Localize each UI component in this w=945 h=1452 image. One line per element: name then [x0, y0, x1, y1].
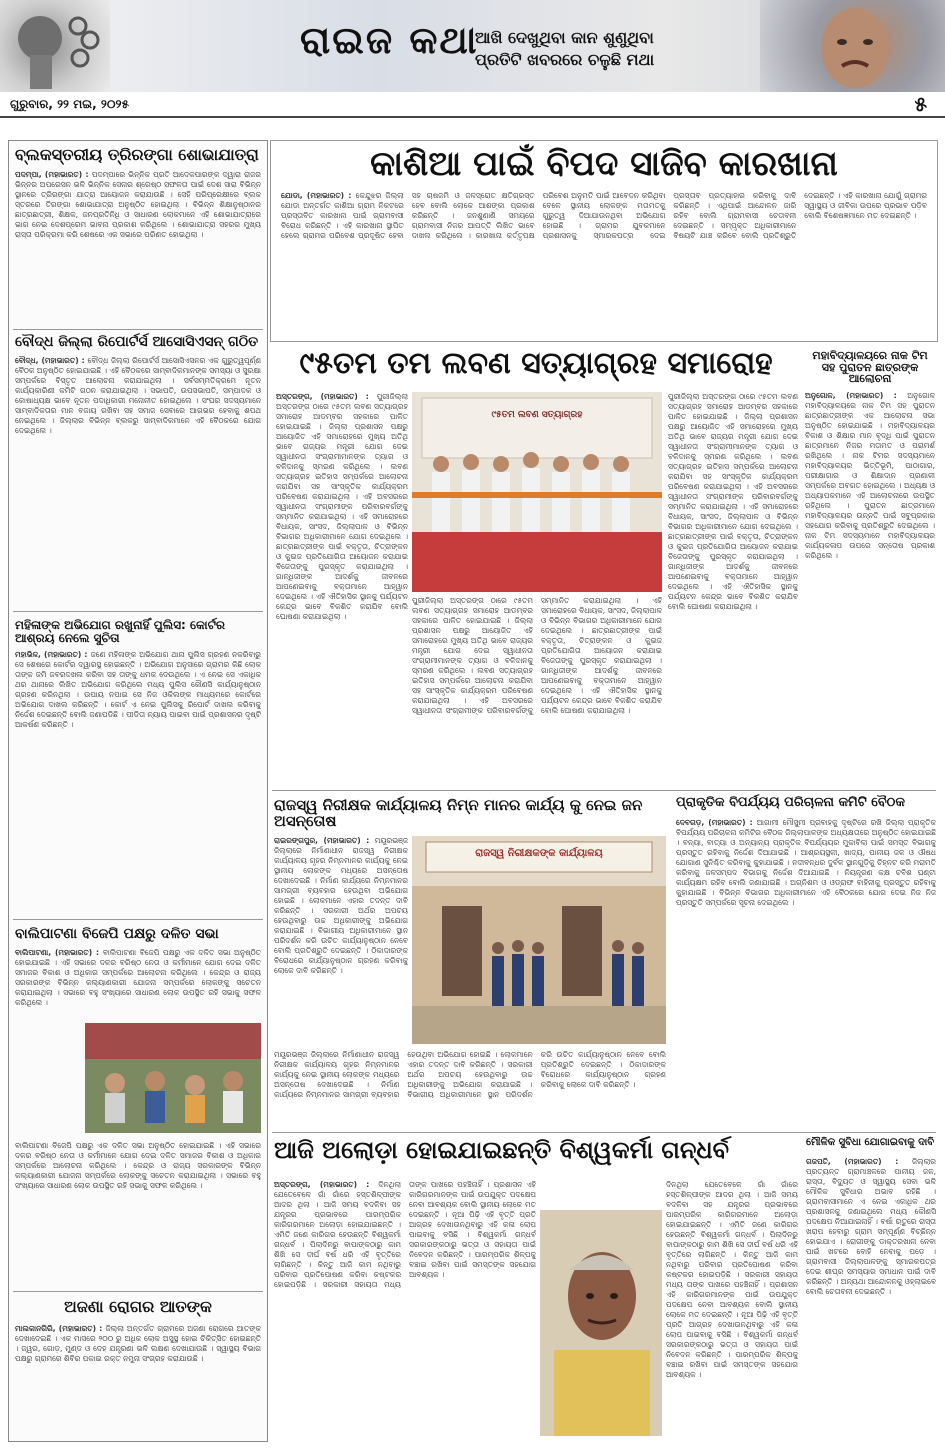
photo-banner-text: ୯୫ତମ ଲବଣ ସତ୍ୟାଗ୍ରହ — [491, 410, 583, 420]
article-body — [15, 356, 261, 604]
divider — [13, 1291, 263, 1292]
article-dateline: ପଦମ୍ପା, (ମହାଭାରତ) : — [15, 169, 92, 179]
article-dateline: ଅନୁଗୋଳ, (ମହାଭାରତ) : — [805, 390, 908, 400]
article-text: ଜିଲ୍ଲାର ପ୍ରତ୍ୟନ୍ତ ଗ୍ରାମାଞ୍ଚଳରେ ପାନୀୟ ଜଳ, ରାସ୍ତା, ବିଦ୍ୟୁତ ଓ ସ୍ୱାସ୍ଥ୍ୟ ସେବା ଭଳି ମୌଳିକ ସୁବିଧାର ଅଭାବ ରହିଛି । ଗ୍ରାମବାସୀମାନେ ଏ ନେଇ ଏକାଧିକ ଥର ପ୍ରଶାସନକୁ ଜଣାଇଥିଲେ ମଧ୍ୟ କୌଣସି ପଦକ୍ଷେପ ନିଆଯାଇନାହିଁ । ବର୍ଷା ଋତୁରେ ରାସ୍ତା ଖରାପ ହେବାରୁ ଗ୍ରାମ ସମ୍ପୂର୍ଣ୍ଣ ବିଚ୍ଛିନ୍ନ ହୋଇଯାଏ । ରୋଗୀଙ୍କୁ ଡାକ୍ତରଖାନା ନେବା ପାଇଁ ଖଟରେ ବୋହି ନେବାକୁ ପଡ଼େ । ଗ୍ରାମବାସୀ ଜିଲ୍ଲାପାଳଙ୍କୁ ସ୍ମାରକପତ୍ର ଦେଇ ଶୀଘ୍ର ସମସ୍ୟାର ସମାଧାନ ପାଇଁ ଦାବି କରିଛନ୍ତି । ଅନ୍ୟଥା ଆନ୍ଦୋଳନକୁ ଓହ୍ଲାଇବେ ବୋଲି ଚେତାବନୀ ଦେଇଛନ୍ତି । — [806, 1156, 936, 1296]
article-text: ବୌଦ୍ଧ ଜିଲ୍ଲା ରିପୋର୍ଟର୍ସ ଆସୋସିଏସନର ଏକ ଗୁରୁତ୍ୱପୂର୍ଣ୍ଣ ବୈଠକ ଅନୁଷ୍ଠିତ ହୋଇଯାଇଛି । ଏହି ବୈଠକରେ ସାମ୍ବାଦିକମାନଙ୍କ ସମସ୍ୟା ଓ ସୁରକ୍ଷା ସମ୍ପର୍କରେ ବିସ୍ତୃତ ଆଲୋଚନା କରାଯାଇଥିଲା । ସର୍ବସମ୍ମତିକ୍ରମେ ନୂତନ କାର୍ଯ୍ୟକାରିଣୀ କମିଟି ଗଠନ କରାଯାଇଥିଲା । ସଭାପତି, ଉପସଭାପତି, ସମ୍ପାଦକ ଓ କୋଷାଧ୍ୟକ୍ଷ ଭାବେ ନୂତନ ପଦାଧିକାରୀ ମନୋନୀତ ହୋଇଥିଲେ । ସଂଘର ସଦସ୍ୟମାନେ ସାମ୍ବାଦିକତାର ମାନ ବଜାୟ ରଖିବା ସହ ସମାଜ ସେବାରେ ଆଗଭର ହେବାକୁ ଶପଥ ନେଇଥିଲେ । ଜିଲ୍ଲାର ବିଭିନ୍ନ ବ୍ଲକରୁ ସାମ୍ବାଦିକମାନେ ଏହି ବୈଠକରେ ଯୋଗ ଦେଇଥିଲେ । — [15, 355, 261, 435]
revenue-body-left — [274, 836, 408, 1046]
article-headline: ଅଜଣା ରୋଗର ଆତଙ୍କ — [64, 1297, 212, 1316]
article-text: ଆଗାମୀ ମୌସୁମୀ ପ୍ରବାହକୁ ଦୃଷ୍ଟିରେ ରଖି ଜିଲ୍ଲା ପ୍ରାକୃତିକ ବିପର୍ଯ୍ୟୟ ପରିଚାଳନା କମିଟିର ବୈଠକ ଜିଲ୍ଲାପାଳଙ୍କ ଅଧ୍ୟକ୍ଷତାରେ ଅନୁଷ୍ଠିତ ହୋଇଯାଇଛି । ବନ୍ୟା, ବାତ୍ୟା ଓ ଅନ୍ୟାନ୍ୟ ପ୍ରାକୃତିକ ବିପର୍ଯ୍ୟୟର ମୁକାବିଲା ପାଇଁ ସମସ୍ତ ବିଭାଗକୁ ପ୍ରସ୍ତୁତ ରହିବାକୁ ନିର୍ଦ୍ଦେଶ ଦିଆଯାଇଛି । ଆଶ୍ରୟସ୍ଥଳୀ, ଖାଦ୍ୟ, ପାନୀୟ ଜଳ ଓ ଔଷଧ ଯୋଗାଣ ସୁନିଶ୍ଚିତ କରିବାକୁ କୁହାଯାଇଛି । ନଦୀବନ୍ଧର ଦୁର୍ବଳ ସ୍ଥାନଗୁଡ଼ିକୁ ଚିହ୍ନଟ କରି ମରାମତି କରିବାକୁ ଜଳସମ୍ପଦ ବିଭାଗକୁ ନିର୍ଦ୍ଦେଶ ଦିଆଯାଇଛି । ନିୟନ୍ତ୍ରଣ କକ୍ଷ ଚବିଶ ଘଣ୍ଟା କାର୍ଯ୍ୟକ୍ଷମ ରହିବ ବୋଲି ଜଣାଯାଇଛି । ଅଗ୍ନିଶମ ଓ ଓଡ୍ରାଫ ବାହିନୀକୁ ପ୍ରସ୍ତୁତ ରହିବାକୁ କୁହାଯାଇଛି । ବିଭିନ୍ନ ବିଭାଗର ଅଧିକାରୀମାନେ ଏହି ବୈଠକରେ ଯୋଗ ଦେଇ ନିଜ ନିଜ ପ୍ରସ୍ତୁତି ସମ୍ପର୍କରେ ସୂଚନା ଦେଇଥିଲେ । — [676, 817, 936, 907]
article-text-continued: ଦିନଥିଲା ଯେତେବେଳେ ଗାଁ ଗାଁରେ ହସ୍ତଶିଳ୍ପୀଙ୍କ ଆଦର ଥିଲା । ଆଜି ସମୟ ବଦଳିବା ସହ ଯନ୍ତ୍ରର ପ୍ରଭାବରେ ପାରମ୍ପରିକ କାରିଗରମାନେ ଅଲୋଡ଼ା ହୋଇଯାଇଛନ୍ତି । ଏମିତି ଜଣେ କାରିଗର ହେଉଛନ୍ତି ବିଶ୍ୱକର୍ମା ଗନ୍ଧର୍ବ । ପିଲାଦିନରୁ ବାପାଙ୍କଠାରୁ କାମ ଶିଖି ସେ ଦୀର୍ଘ ବର୍ଷ ଧରି ଏହି ବୃତ୍ତିରେ ଲାଗିଛନ୍ତି । କିନ୍ତୁ ଆଜି କାମ ନଥିବାରୁ ପରିବାର ପ୍ରତିପୋଷଣ କରିବା କଷ୍ଟକର ହୋଇପଡ଼ିଛି । ସରକାରୀ ସହାୟତା ମଧ୍ୟ ତାଙ୍କ ପାଖରେ ପହଞ୍ଚିନାହିଁ । ପ୍ରଶାସନ ଏହି କାରିଗରମାନଙ୍କ ପାଇଁ ଉପଯୁକ୍ତ ପଦକ୍ଷେପ ନେବା ଆବଶ୍ୟକ ବୋଲି ସ୍ଥାନୀୟ ଲୋକେ ମତ ଦେଇଛନ୍ତି । ନୂଆ ପିଢ଼ି ଏହି ବୃତ୍ତି ପ୍ରତି ଆଗ୍ରହ ଦେଖାଉନଥିବାରୁ ଏହି କଳା ଲୋପ ପାଇବାକୁ ବସିଛି । ବିଶ୍ୱକର୍ମା ଗନ୍ଧର୍ବ ସରକାରଙ୍କଠାରୁ ଭତ୍ତା ଓ ସହାୟତା ପାଇଁ ନିବେଦନ କରିଛନ୍ତି । ପାରମ୍ପରିକ ଶିଳ୍ପକୁ ବଞ୍ଚାଇ ରଖିବା ପାଇଁ ସମସ୍ତଙ୍କ ସହଯୋଗ ଆବଶ୍ୟକ । — [666, 1180, 798, 1379]
article-text-continued: ପୁରୀଜିଲ୍ଲା ଅସ୍ତରଙ୍ଗ ଠାରେ ୯୫ତମ ଲବଣ ସତ୍ୟାଗ୍ରହ ସମାରୋହ ଆଡମ୍ବର ସହକାରେ ପାଳିତ ହୋଇଯାଇଛି । ଜିଲ୍ଲା ପ୍ରଶାସନ ପକ୍ଷରୁ ଆୟୋଜିତ ଏହି ସମାରୋହରେ ମୁଖ୍ୟ ଅତିଥି ଭାବେ ରାଜ୍ୟର ମନ୍ତ୍ରୀ ଯୋଗ ଦେଇ ସ୍ୱାଧୀନତା ସଂଗ୍ରାମୀମାନଙ୍କ ତ୍ୟାଗ ଓ ବଳିଦାନକୁ ସ୍ମରଣ କରିଥିଲେ । ଲବଣ ସତ୍ୟାଗ୍ରହ ଇତିହାସ ସମ୍ପର୍କରେ ଆଲୋଚନା କରାଯିବା ସହ ସାଂସ୍କୃତିକ କାର୍ଯ୍ୟକ୍ରମ ପରିବେଷଣ କରାଯାଇଥିଲା । ଏହି ଅବସରରେ ସ୍ୱାଧୀନତା ସଂଗ୍ରାମୀଙ୍କ ପରିବାରବର୍ଗଙ୍କୁ ସମ୍ମାନିତ କରାଯାଇଥିଲା । ଏହି ସମାରୋହରେ ବିଧାୟକ, ସାଂସଦ, ଜିଲ୍ଲାପାଳ ଓ ବିଭିନ୍ନ ବିଭାଗର ଅଧିକାରୀମାନେ ଯୋଗ ଦେଇଥିଲେ । ଛାତ୍ରଛାତ୍ରୀଙ୍କ ପାଇଁ ବକ୍ତୃତା, ଚିତ୍ରାଙ୍କନ ଓ କୁଇଜ ପ୍ରତିଯୋଗିତା ଆୟୋଜନ କରାଯାଇ ବିଜେତାଙ୍କୁ ପୁରସ୍କୃତ କରାଯାଇଥିଲା । ଗାନ୍ଧିଜୀଙ୍କ ଆଦର୍ଶକୁ ଜୀବନରେ ଆପଣେଇବାକୁ ବକ୍ତାମାନେ ଆହ୍ୱାନ ଦେଇଥିଲେ । ଏହି ଐତିହାସିକ ସ୍ଥାନକୁ ପର୍ଯ୍ୟଟନ କେନ୍ଦ୍ର ଭାବେ ବିକଶିତ କରାଯିବ ବୋଲି ଘୋଷଣା କରାଯାଇଥିଲା । — [412, 596, 662, 715]
article-text: ବାଲିପାଟଣା ବିଜେପି ପକ୍ଷରୁ ଏକ ଦଳିତ ସଭା ଅନୁଷ୍ଠିତ ହୋଇଯାଇଛି । ଏହି ସଭାରେ ଦଳର ବରିଷ୍ଠ ନେତା ଓ କର୍ମୀମାନେ ଯୋଗ ଦେଇ ଦଳିତ ସମାଜର ବିକାଶ ଓ ଅଧିକାର ସମ୍ପର୍କରେ ଆଲୋଚନା କରିଥିଲେ । କେନ୍ଦ୍ର ଓ ରାଜ୍ୟ ସରକାରଙ୍କ ବିଭିନ୍ନ କଲ୍ୟାଣକାରୀ ଯୋଜନା ସମ୍ପର୍କରେ ଲୋକଙ୍କୁ ସଚେତନ କରାଯାଇଥିଲା । ସଭାରେ ବହୁ ସଂଖ୍ୟାରେ ସାଧାରଣ ଲୋକ ଉପସ୍ଥିତ ରହି ସଭାକୁ ସଫଳ କରିଥିଲେ । — [15, 947, 261, 1007]
article-dateline: ଗଜପତି, (ମହାଭାରତ) : — [806, 1156, 912, 1166]
salt-event-photo — [412, 392, 662, 592]
divider — [13, 611, 263, 612]
college-headline: ମହାବିଦ୍ୟାଳୟରେ ନାକ ଟିମ ସହ ପୁରାତନ ଛାତ୍ରଙ୍କ ଆଲୋଚନା — [812, 349, 928, 386]
article-headline: ମହିଳାଙ୍କ ଅଭିଯୋଗ ରଖୁନାହିଁ ପୁଲିସ: କୋର୍ଟର ଆଶ୍ରୟ ନେଲେ ସୁଚିତା — [15, 618, 226, 645]
vishwakarma-body-right — [666, 1180, 798, 1436]
article-dateline: ରାଇରଙ୍ଗପୁର, (ମହାଭାରତ) : — [274, 836, 375, 845]
article-text: ମୟୂରଭଞ୍ଜ ଜିଲ୍ଲାରେ ନିର୍ମାଣାଧୀନ ରାଜସ୍ୱ ନିରୀକ୍ଷକ କାର୍ଯ୍ୟାଳୟ ଗୃହର ନିମ୍ନମାନର କାର୍ଯ୍ୟକୁ ନେଇ ସ୍ଥାନୀୟ ଲୋକଙ୍କ ମଧ୍ୟରେ ଅସନ୍ତୋଷ ଦେଖାଦେଇଛି । ନିର୍ମାଣ କାର୍ଯ୍ୟରେ ନିମ୍ନମାନର ସାମଗ୍ରୀ ବ୍ୟବହାର ହେଉଥିବା ଅଭିଯୋଗ ହୋଇଛି । ଲୋକମାନେ ଏହାର ତଦନ୍ତ ଦାବି କରିଛନ୍ତି । ସରକାରୀ ଅର୍ଥର ଅପଚୟ ହେଉଥିବାରୁ ଉଚ୍ଚ ଅଧିକାରୀଙ୍କୁ ଅଭିଯୋଗ କରାଯାଇଛି । ବିଭାଗୀୟ ଅଧିକାରୀମାନେ ସ୍ଥାନ ପରିଦର୍ଶନ କରି ଉଚିତ କାର୍ଯ୍ୟାନୁଷ୍ଠାନ ନେବେ ବୋଲି ପ୍ରତିଶ୍ରୁତି ଦେଇଛନ୍ତି । ଠିକାଦାରଙ୍କ ବିରୋଧରେ କାର୍ଯ୍ୟାନୁଷ୍ଠାନ ଗ୍ରହଣ କରିବାକୁ ଲୋକେ ଦାବି କରିଛନ୍ତି । — [274, 836, 408, 975]
salt-body-right — [668, 392, 798, 780]
article-dateline: ଯୋଡା, (ମହାଭାରତ) : — [281, 191, 356, 200]
article-text: ପୁରୀଜିଲ୍ଲା ଅସ୍ତରଙ୍ଗ ଠାରେ ୯୫ତମ ଲବଣ ସତ୍ୟାଗ୍ରହ ସମାରୋହ ଆଡମ୍ବର ସହକାରେ ପାଳିତ ହୋଇଯାଇଛି । ଜିଲ୍ଲା ପ୍ରଶାସନ ପକ୍ଷରୁ ଆୟୋଜିତ ଏହି ସମାରୋହରେ ମୁଖ୍ୟ ଅତିଥି ଭାବେ ରାଜ୍ୟର ମନ୍ତ୍ରୀ ଯୋଗ ଦେଇ ସ୍ୱାଧୀନତା ସଂଗ୍ରାମୀମାନଙ୍କ ତ୍ୟାଗ ଓ ବଳିଦାନକୁ ସ୍ମରଣ କରିଥିଲେ । ଲବଣ ସତ୍ୟାଗ୍ରହ ଇତିହାସ ସମ୍ପର୍କରେ ଆଲୋଚନା କରାଯିବା ସହ ସାଂସ୍କୃତିକ କାର୍ଯ୍ୟକ୍ରମ ପରିବେଷଣ କରାଯାଇଥିଲା । ଏହି ଅବସରରେ ସ୍ୱାଧୀନତା ସଂଗ୍ରାମୀଙ୍କ ପରିବାରବର୍ଗଙ୍କୁ ସମ୍ମାନିତ କରାଯାଇଥିଲା । ଏହି ସମାରୋହରେ ବିଧାୟକ, ସାଂସଦ, ଜିଲ୍ଲାପାଳ ଓ ବିଭିନ୍ନ ବିଭାଗର ଅଧିକାରୀମାନେ ଯୋଗ ଦେଇଥିଲେ । ଛାତ୍ରଛାତ୍ରୀଙ୍କ ପାଇଁ ବକ୍ତୃତା, ଚିତ୍ରାଙ୍କନ ଓ କୁଇଜ ପ୍ରତିଯୋଗିତା ଆୟୋଜନ କରାଯାଇ ବିଜେତାଙ୍କୁ ପୁରସ୍କୃତ କରାଯାଇଥିଲା । ଗାନ୍ଧିଜୀଙ୍କ ଆଦର୍ଶକୁ ଜୀବନରେ ଆପଣେଇବାକୁ ବକ୍ତାମାନେ ଆହ୍ୱାନ ଦେଇଥିଲେ । ଏହି ଐତିହାସିକ ସ୍ଥାନକୁ ପର୍ଯ୍ୟଟନ କେନ୍ଦ୍ର ଭାବେ ବିକଶିତ କରାଯିବ ବୋଲି ଘୋଷଣା କରାଯାଇଥିଲା । — [276, 392, 408, 621]
masthead-tagline-1: ଆଖି ଦେଖୁଥିବା କାନ ଶୁଣୁଥିବା — [475, 28, 654, 47]
office-building-photo — [412, 836, 666, 1044]
divider — [272, 1132, 936, 1133]
revenue-body-bottom — [274, 1050, 666, 1122]
left-news-column — [8, 140, 268, 1442]
facility-headline: ମୌଳିକ ସୁବିଧା ଯୋଗାଇବାକୁ ଦାବି — [806, 1137, 935, 1148]
stage-ceremony-photo — [412, 392, 662, 592]
office-signboard-text: ରାଜସ୍ୱ ନିରୀକ୍ଷକଙ୍କ କାର୍ଯ୍ୟାଳୟ — [475, 848, 603, 859]
salt-body-left — [276, 392, 408, 780]
article-body-bottom — [15, 1141, 261, 1281]
left-article-police-complaint — [15, 619, 261, 915]
article-body — [15, 650, 261, 920]
left-article-disease — [15, 1299, 261, 1435]
masthead-rule — [0, 116, 945, 118]
article-dateline: ଅସ୍ତରଙ୍ଗ, (ମହାଭାରତ) : — [276, 392, 377, 401]
article-text-continued: ବାଲିପାଟଣା ବିଜେପି ପକ୍ଷରୁ ଏକ ଦଳିତ ସଭା ଅନୁଷ୍ଠିତ ହୋଇଯାଇଛି । ଏହି ସଭାରେ ଦଳର ବରିଷ୍ଠ ନେତା ଓ କର୍ମୀମାନେ ଯୋଗ ଦେଇ ଦଳିତ ସମାଜର ବିକାଶ ଓ ଅଧିକାର ସମ୍ପର୍କରେ ଆଲୋଚନା କରିଥିଲେ । କେନ୍ଦ୍ର ଓ ରାଜ୍ୟ ସରକାରଙ୍କ ବିଭିନ୍ନ କଲ୍ୟାଣକାରୀ ଯୋଜନା ସମ୍ପର୍କରେ ଲୋକଙ୍କୁ ସଚେତନ କରାଯାଇଥିଲା । ସଭାରେ ବହୁ ସଂଖ୍ୟାରେ ସାଧାରଣ ଲୋକ ଉପସ୍ଥିତ ରହି ସଭାକୁ ସଫଳ କରିଥିଲେ । — [15, 1141, 261, 1190]
salt-headline: ୯୫ତମ ତମ ଲବଣ ସତ୍ୟାଗ୍ରହ ସମାରୋହ — [299, 346, 773, 381]
divider — [13, 919, 263, 920]
article-text: ଅନୁଗୋଳ ମହାବିଦ୍ୟାଳୟରେ ନାକ ଟିମ ସହ ପୁରାତନ ଛାତ୍ରଛାତ୍ରୀଙ୍କ ଏକ ଆଲୋଚନା ସଭା ଅନୁଷ୍ଠିତ ହୋଇଯାଇଛି । ମହାବିଦ୍ୟାଳୟର ବିକାଶ ଓ ଶିକ୍ଷାର ମାନ ବୃଦ୍ଧି ପାଇଁ ପୁରାତନ ଛାତ୍ରମାନେ ନିଜର ମତାମତ ଓ ପରାମର୍ଶ ରଖିଥିଲେ । ନାକ ଟିମର ସଦସ୍ୟମାନେ ମହାବିଦ୍ୟାଳୟର ଭିତ୍ତିଭୂମି, ପାଠାଗାର, ପରୀକ୍ଷାଗାର ଓ ଶିକ୍ଷାଦାନ ପ୍ରଣାଳୀ ସମ୍ପର୍କରେ ଅବଗତ ହୋଇଥିଲେ । ଅଧ୍ୟକ୍ଷ ଓ ଅଧ୍ୟାପକମାନେ ଏହି ଆଲୋଚନାରେ ଉପସ୍ଥିତ ରହିଥିଲେ । ପୁରାତନ ଛାତ୍ରମାନେ ମହାବିଦ୍ୟାଳୟର ଉନ୍ନତି ପାଇଁ ସବୁପ୍ରକାର ସହଯୋଗ କରିବାକୁ ପ୍ରତିଶ୍ରୁତି ଦେଇଥିଲେ । ନାକ ଟିମ ସଦସ୍ୟମାନେ ମହାବିଦ୍ୟାଳୟର କାର୍ଯ୍ୟକଳାପ ଉପରେ ସନ୍ତୋଷ ପ୍ରକାଶ କରିଥିଲେ । — [805, 390, 935, 560]
article-dateline: ଦେବଗଡ଼, (ମହାଭାରତ) : — [676, 817, 757, 827]
fist-chain-icon — [0, 0, 110, 92]
left-article-reporters-association — [15, 335, 261, 609]
revenue-office-story — [270, 796, 668, 1126]
masthead-right-photo — [760, 0, 945, 92]
issue-date: ଗୁରୁବାର, ୨୨ ମଇ, ୨୦୨୫ — [10, 97, 130, 111]
masthead-title: ରାଇଜ କଥା — [300, 18, 479, 62]
article-headline: ବୌଦ୍ଧ ଜିଲ୍ଲା ରିପୋର୍ଟର୍ସ ଆସୋସିଏସନ୍ ଗଠିତ — [15, 334, 259, 350]
left-article-tricolour — [15, 147, 261, 327]
divider — [13, 329, 263, 330]
basic-facility-story — [806, 1138, 936, 1438]
lead-body — [281, 191, 927, 335]
college-naac-story — [805, 350, 935, 782]
disaster-body — [676, 818, 936, 1118]
disaster-headline: ପ୍ରାକୃତିକ ବିପର୍ଯ୍ୟୟ ପରିଚାଳନା କମିଟି ବୈଠକ — [676, 795, 905, 810]
article-body-top — [15, 948, 261, 1008]
article-text: ପଦମ୍ପାରେ ଭିନ୍ନିକ ପ୍ରତି ଆଦେକପାରଙ୍କ ଦ୍ୱାରା ରାଜର ଭିନ୍ନର ଅପରେସନ ଭଳି ଭିନ୍ନିକ ସେନାର ଶ୍ରେଷ୍ଠ ସଫଳତା ପାଇଁ ଦେଶ ସାରା ବିଭିନ୍ନ ସ୍ଥାନରେ ତ୍ରିରଙ୍ଗା ଯାତ୍ରା ଆୟୋଜନ କରାଯାଉଛି । ସେହି ପରିପ୍ରେକ୍ଷୀରେ ବ୍ଲକ ସ୍ତରରେ ତିରଙ୍ଗା ଶୋଭାଯାତ୍ରା ଅନୁଷ୍ଠିତ ହୋଇଥିଲା । ବିଭିନ୍ନ ଶିକ୍ଷାନୁଷ୍ଠାନର ଛାତ୍ରଛାତ୍ରୀ, ଶିକ୍ଷକ, ଜନପ୍ରତିନିଧି ଓ ସାଧାରଣ ଲୋକମାନେ ଏହି ଶୋଭାଯାତ୍ରାରେ ଭାଗ ନେଇ ଦେଶପ୍ରେମ ଭାବନା ପ୍ରକାଶ କରିଥିଲେ । ଶୋଭାଯାତ୍ରା ସହରର ମୁଖ୍ୟ ରାସ୍ତା ପରିକ୍ରମା କରି ଶେଷରେ ଏକ ସଭାରେ ପରିଣତ ହୋଇଥିଲା । — [15, 169, 261, 239]
article-text: ଦିନଥିଲା ଯେତେବେଳେ ଗାଁ ଗାଁରେ ହସ୍ତଶିଳ୍ପୀଙ୍କ ଆଦର ଥିଲା । ଆଜି ସମୟ ବଦଳିବା ସହ ଯନ୍ତ୍ରର ପ୍ରଭାବରେ ପାରମ୍ପରିକ କାରିଗରମାନେ ଅଲୋଡ଼ା ହୋଇଯାଇଛନ୍ତି । ଏମିତି ଜଣେ କାରିଗର ହେଉଛନ୍ତି ବିଶ୍ୱକର୍ମା ଗନ୍ଧର୍ବ । ପିଲାଦିନରୁ ବାପାଙ୍କଠାରୁ କାମ ଶିଖି ସେ ଦୀର୍ଘ ବର୍ଷ ଧରି ଏହି ବୃତ୍ତିରେ ଲାଗିଛନ୍ତି । କିନ୍ତୁ ଆଜି କାମ ନଥିବାରୁ ପରିବାର ପ୍ରତିପୋଷଣ କରିବା କଷ୍ଟକର ହୋଇପଡ଼ିଛି । ସରକାରୀ ସହାୟତା ମଧ୍ୟ ତାଙ୍କ ପାଖରେ ପହଞ୍ଚିନାହିଁ । ପ୍ରଶାସନ ଏହି କାରିଗରମାନଙ୍କ ପାଇଁ ଉପଯୁକ୍ତ ପଦକ୍ଷେପ ନେବା ଆବଶ୍ୟକ ବୋଲି ସ୍ଥାନୀୟ ଲୋକେ ମତ ଦେଇଛନ୍ତି । ନୂଆ ପିଢ଼ି ଏହି ବୃତ୍ତି ପ୍ରତି ଆଗ୍ରହ ଦେଖାଉନଥିବାରୁ ଏହି କଳା ଲୋପ ପାଇବାକୁ ବସିଛି । ବିଶ୍ୱକର୍ମା ଗନ୍ଧର୍ବ ସରକାରଙ୍କଠାରୁ ଭତ୍ତା ଓ ସହାୟତା ପାଇଁ ନିବେଦନ କରିଛନ୍ତି । ପାରମ୍ପରିକ ଶିଳ୍ପକୁ ବଞ୍ଚାଇ ରଖିବା ପାଇଁ ସମସ୍ତଙ୍କ ସହଯୋଗ ଆବଶ୍ୟକ । — [274, 1180, 536, 1289]
article-text: ଜିଲ୍ଲା ଅନ୍ତର୍ଗତ ଗ୍ରାମରେ ଅଜଣା ରୋଗରେ ଆତଙ୍କ ଦେଖାଦେଇଛି । ଏକ ମାସରେ ୨୦୦ ରୁ ଅଧିକ ଲୋକ ଅସୁସ୍ଥ ହୋଇ ଚିକିତ୍ସିତ ହୋଇଛନ୍ତି । ଜ୍ୱର, ଗୋଡ଼, ମୁଣ୍ଡ ଓ ଦେହ ଯନ୍ତ୍ରଣା ଭଳି ଲକ୍ଷଣ ଦେଖାଯାଉଛି । ସ୍ୱାସ୍ଥ୍ୟ ବିଭାଗ ପକ୍ଷରୁ ଗ୍ରାମରେ ଶିବିର ପକାଇ ରକ୍ତ ନମୁନା ସଂଗ୍ରହ କରାଯାଉଛି । — [15, 1323, 261, 1363]
salt-body-below-photo — [412, 596, 662, 780]
article-headline: ବ୍ଲକସ୍ତରୀୟ ତ୍ରିରଙ୍ଗା ଶୋଭାଯାତ୍ରା — [15, 145, 259, 164]
article-headline: ବାଲିପାଟଣା ବିଜେପି ପକ୍ଷରୁ ଦଳିତ ସଭା — [15, 926, 219, 942]
vishwakarma-headline: ଆଜି ଅଲୋଡ଼ା ହୋଇଯାଇଛନ୍ତି ବିଶ୍ୱକର୍ମା ଗନ୍ଧର୍ବ — [274, 1136, 730, 1164]
disaster-committee-story — [676, 796, 936, 1126]
article-dateline: ଅସ୍ତରଙ୍ଗ, (ମହାଭାରତ) : — [274, 1180, 379, 1189]
article-text: କେନ୍ଦୁଝର ଜିଲ୍ଲା ଯୋଡା ଅନ୍ତର୍ଗତ କାଶିଆ ଗ୍ରାମ ନିକଟରେ ପ୍ରସ୍ତାବିତ କାରଖାନା ପାଇଁ ଗ୍ରାମବାସୀ ବିରୋଧ କରିଛନ୍ତି । ଏହି କାରଖାନା ସ୍ଥାପିତ ହେଲେ ଗ୍ରାମର ପରିବେଶ ପ୍ରଦୂଷିତ ହେବା ସହ ଚାଷଜମି ଓ ଜଳସ୍ରୋତ କ୍ଷତିଗ୍ରସ୍ତ ହେବ ବୋଲି ଲୋକେ ଆଶଙ୍କା ପ୍ରକାଶ କରିଛନ୍ତି । ଜନଶୁଣାଣି ସମୟରେ ଗ୍ରାମବାସୀ ନିଜର ଆପତ୍ତି ଲିଖିତ ଭାବେ ଦାଖଲ କରିଥିଲେ । କାରଖାନା କର୍ତ୍ତୃପକ୍ଷ ପରିବେଶ ଅନୁମତି ପାଇଁ ଆବେଦନ କରିଥିବା ବେଳେ ସ୍ଥାନୀୟ ଲୋକଙ୍କ ମତାମତକୁ ଗୁରୁତ୍ୱ ଦିଆଯାଉନଥିବା ଅଭିଯୋଗ ହୋଇଛି । ଗ୍ରାମର ଯୁବକମାନେ ପ୍ରଶାସନକୁ ସ୍ମାରକପତ୍ର ଦେଇ ପ୍ରସ୍ତାବ ପ୍ରତ୍ୟାହାର କରିବାକୁ ଦାବି କରିଛନ୍ତି । ଏଥିପାଇଁ ଆନ୍ଦୋଳନ ଜାରି ରହିବ ବୋଲି ଗ୍ରାମବାସୀ ଚେତାବନୀ ଦେଇଛନ୍ତି । ସମ୍ପୃକ୍ତ ଅଧିକାରୀମାନେ ବିଷୟଟି ଯାଞ୍ଚ କରିବେ ବୋଲି ପ୍ରତିଶ୍ରୁତି ଦେଇଛନ୍ତି । ଏହି କାରଖାନା ଯୋଗୁଁ ଗ୍ରାମର ସ୍ୱାସ୍ଥ୍ୟ ଓ ଜୀବିକା ଉପରେ ପ୍ରଭାବ ପଡ଼ିବ ବୋଲି ବିଶେଷଜ୍ଞମାନେ ମତ ଦେଇଛନ୍ତି । — [281, 191, 927, 240]
man-portrait-photo — [540, 1210, 662, 1436]
salt-satyagraha-story — [270, 344, 800, 784]
facility-body — [806, 1157, 936, 1429]
vishwakarma-body-left — [274, 1180, 536, 1436]
article-body — [15, 170, 261, 320]
article-dateline: ବାଲିପାଟଣା, (ମହାଭାରତ) : — [15, 947, 103, 957]
crowd-photo — [85, 1023, 261, 1133]
divider — [272, 790, 936, 791]
masthead — [0, 0, 945, 92]
article-text-continued: ପୁରୀଜିଲ୍ଲା ଅସ୍ତରଙ୍ଗ ଠାରେ ୯୫ତମ ଲବଣ ସତ୍ୟାଗ୍ରହ ସମାରୋହ ଆଡମ୍ବର ସହକାରେ ପାଳିତ ହୋଇଯାଇଛି । ଜିଲ୍ଲା ପ୍ରଶାସନ ପକ୍ଷରୁ ଆୟୋଜିତ ଏହି ସମାରୋହରେ ମୁଖ୍ୟ ଅତିଥି ଭାବେ ରାଜ୍ୟର ମନ୍ତ୍ରୀ ଯୋଗ ଦେଇ ସ୍ୱାଧୀନତା ସଂଗ୍ରାମୀମାନଙ୍କ ତ୍ୟାଗ ଓ ବଳିଦାନକୁ ସ୍ମରଣ କରିଥିଲେ । ଲବଣ ସତ୍ୟାଗ୍ରହ ଇତିହାସ ସମ୍ପର୍କରେ ଆଲୋଚନା କରାଯିବା ସହ ସାଂସ୍କୃତିକ କାର୍ଯ୍ୟକ୍ରମ ପରିବେଷଣ କରାଯାଇଥିଲା । ଏହି ଅବସରରେ ସ୍ୱାଧୀନତା ସଂଗ୍ରାମୀଙ୍କ ପରିବାରବର୍ଗଙ୍କୁ ସମ୍ମାନିତ କରାଯାଇଥିଲା । ଏହି ସମାରୋହରେ ବିଧାୟକ, ସାଂସଦ, ଜିଲ୍ଲାପାଳ ଓ ବିଭିନ୍ନ ବିଭାଗର ଅଧିକାରୀମାନେ ଯୋଗ ଦେଇଥିଲେ । ଛାତ୍ରଛାତ୍ରୀଙ୍କ ପାଇଁ ବକ୍ତୃତା, ଚିତ୍ରାଙ୍କନ ଓ କୁଇଜ ପ୍ରତିଯୋଗିତା ଆୟୋଜନ କରାଯାଇ ବିଜେତାଙ୍କୁ ପୁରସ୍କୃତ କରାଯାଇଥିଲା । ଗାନ୍ଧିଜୀଙ୍କ ଆଦର୍ଶକୁ ଜୀବନରେ ଆପଣେଇବାକୁ ବକ୍ତାମାନେ ଆହ୍ୱାନ ଦେଇଥିଲେ । ଏହି ଐତିହାସିକ ସ୍ଥାନକୁ ପର୍ଯ୍ୟଟନ କେନ୍ଦ୍ର ଭାବେ ବିକଶିତ କରାଯିବ ବୋଲି ଘୋଷଣା କରାଯାଇଥିଲା । — [668, 392, 798, 611]
article-dateline: ମାଲକାନଗିରି, (ମହାଭାରତ) : — [15, 1323, 106, 1333]
article-body — [15, 1324, 261, 1432]
lead-story — [270, 140, 938, 342]
revenue-headline: ରାଜସ୍ୱ ନିରୀକ୍ଷକ କାର୍ଯ୍ୟାଳୟ ନିମ୍ନ ମାନର କାର୍ଯ୍ୟ କୁ ନେଇ ଜନ ଅସନ୍ତୋଷ — [274, 796, 643, 830]
meeting-photo — [85, 1023, 261, 1133]
article-text-continued: ମୟୂରଭଞ୍ଜ ଜିଲ୍ଲାରେ ନିର୍ମାଣାଧୀନ ରାଜସ୍ୱ ନିରୀକ୍ଷକ କାର୍ଯ୍ୟାଳୟ ଗୃହର ନିମ୍ନମାନର କାର୍ଯ୍ୟକୁ ନେଇ ସ୍ଥାନୀୟ ଲୋକଙ୍କ ମଧ୍ୟରେ ଅସନ୍ତୋଷ ଦେଖାଦେଇଛି । ନିର୍ମାଣ କାର୍ଯ୍ୟରେ ନିମ୍ନମାନର ସାମଗ୍ରୀ ବ୍ୟବହାର ହେଉଥିବା ଅଭିଯୋଗ ହୋଇଛି । ଲୋକମାନେ ଏହାର ତଦନ୍ତ ଦାବି କରିଛନ୍ତି । ସରକାରୀ ଅର୍ଥର ଅପଚୟ ହେଉଥିବାରୁ ଉଚ୍ଚ ଅଧିକାରୀଙ୍କୁ ଅଭିଯୋଗ କରାଯାଇଛି । ବିଭାଗୀୟ ଅଧିକାରୀମାନେ ସ୍ଥାନ ପରିଦର୍ଶନ କରି ଉଚିତ କାର୍ଯ୍ୟାନୁଷ୍ଠାନ ନେବେ ବୋଲି ପ୍ରତିଶ୍ରୁତି ଦେଇଛନ୍ତି । ଠିକାଦାରଙ୍କ ବିରୋଧରେ କାର୍ଯ୍ୟାନୁଷ୍ଠାନ ଗ୍ରହଣ କରିବାକୁ ଲୋକେ ଦାବି କରିଛନ୍ତି । — [274, 1050, 666, 1099]
vishwakarma-portrait — [540, 1210, 662, 1436]
college-body — [805, 391, 935, 787]
crying-child-photo — [760, 0, 945, 92]
left-article-bjp-meeting — [15, 927, 261, 1287]
masthead-left-illustration — [0, 0, 110, 92]
page-number: ୫ — [914, 92, 927, 116]
article-dateline: ମହାଭିଳ, (ମହାଭାରତ) : — [15, 650, 91, 660]
masthead-tagline-2: ପ୍ରତିଟି ଖବରରେ ଚଳୁଛି ମଥା — [475, 50, 655, 69]
vishwakarma-story — [270, 1136, 800, 1440]
article-text: ଜଣେ ମହିଳାଙ୍କ ଅଭିଯୋଗ ଥାନା ପୁଲିସ ଗ୍ରହଣ ନକରିବାରୁ ସେ ଶେଷରେ କୋର୍ଟର ଦ୍ୱାରସ୍ଥ ହୋଇଛନ୍ତି । ଅଭିଯୋଗ ଅନୁସାରେ ଗ୍ରାମର କିଛି ଲୋକ ତାଙ୍କ ଜମି ଜବରଦଖଲ କରିବା ସହ ତାଙ୍କୁ ଧମକ ଦେଉଥିଲେ । ଏ ନେଇ ସେ ଏକାଧିକ ଥର ଥାନାରେ ଲିଖିତ ଅଭିଯୋଗ କରିଥିଲେ ମଧ୍ୟ ପୁଲିସ କୌଣସି କାର୍ଯ୍ୟାନୁଷ୍ଠାନ ଗ୍ରହଣ କରିନଥିଲା । ଉପାୟ ନପାଇ ସେ ନିଜ ଓକିଲଙ୍କ ମାଧ୍ୟମରେ କୋର୍ଟରେ ଅଭିଯୋଗ ଦାଖଲ କରିଛନ୍ତି । କୋର୍ଟ ଏ ନେଇ ପୁଲିସକୁ ରିପୋର୍ଟ ଦାଖଲ କରିବାକୁ ନିର୍ଦ୍ଦେଶ ଦେଇଛନ୍ତି ବୋଲି ଜଣାପଡିଛି । ପୀଡିତା ନ୍ୟାୟ ପାଇବା ପାଇଁ ପ୍ରଶାସନର ଦୃଷ୍ଟି ଆକର୍ଷଣ କରିଛନ୍ତି । — [15, 650, 261, 730]
article-dateline: ବୌଦ୍ଧ, (ମହାଭାରତ) : — [15, 355, 88, 365]
lead-headline: କାଶିଆ ପାଇଁ ବିପଦ ସାଜିବ କାରଖାନା — [370, 144, 838, 184]
revenue-office-photo — [412, 836, 666, 1044]
